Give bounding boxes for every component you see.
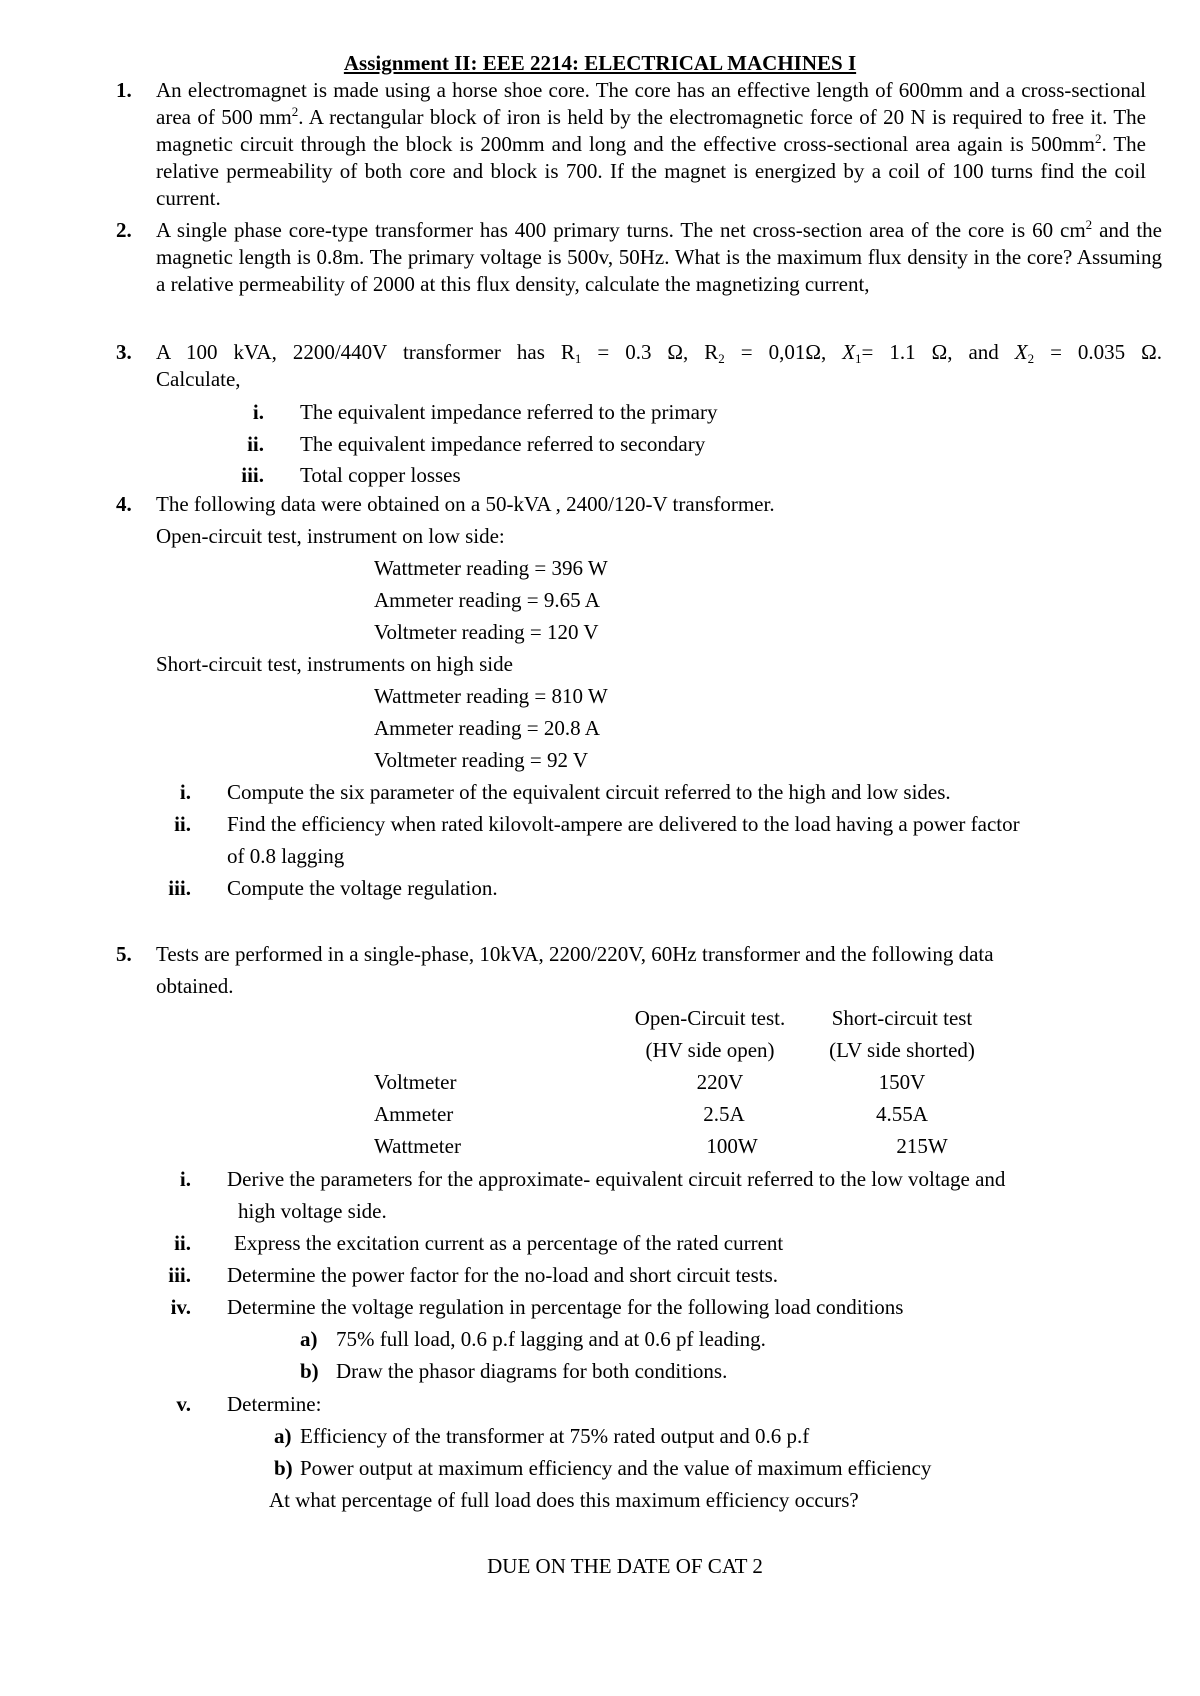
q5-item-3-text: Determine the power factor for the no-load and short circuit tests.	[227, 1263, 779, 1287]
q5-item-5-number: v.	[176, 1392, 191, 1416]
question-4-intro: The following data were obtained on a 50-kVA , 2400/120-V transformer.	[156, 492, 775, 516]
q5-item-4b-text: Draw the phasor diagrams for both conditions.	[336, 1359, 728, 1383]
q1-part-2: . A rectangular block of iron is held by the electromagnetic force of 20 N is required to free it. The magnetic circuit through the block is 200mm and long and the effective cross-sectional area again is 500mm	[156, 105, 1146, 156]
q4-oc-ammeter: Ammeter reading = 9.65 A	[374, 588, 600, 612]
q3-item-3-number: iii.	[241, 463, 264, 487]
q5-item-1-number: i.	[179, 1167, 191, 1191]
question-1-text	[156, 77, 1146, 212]
q5-item-4-number: iv.	[170, 1295, 191, 1319]
q4-sc-voltmeter: Voltmeter reading = 92 V	[374, 748, 589, 772]
question-3-calculate: Calculate,	[156, 367, 241, 391]
q3-sub-x2: 2	[1027, 351, 1035, 366]
q4-oc-wattmeter: Wattmeter reading = 396 W	[374, 556, 608, 580]
table-header-hv-side-open: (HV side open)	[645, 1038, 775, 1062]
question-2-text	[156, 217, 1162, 298]
q5-item-2-text: Express the excitation current as a percentage of the rated current	[234, 1231, 784, 1255]
q3-x2: X	[1014, 340, 1028, 364]
q1-superscript-2: 2	[1094, 131, 1102, 146]
q3-item-2-text: The equivalent impedance referred to secondary	[300, 432, 706, 456]
q4-item-1-number: i.	[179, 780, 191, 804]
table-cell-oc-ammeter: 2.5A	[703, 1102, 745, 1126]
q4-sc-ammeter: Ammeter reading = 20.8 A	[374, 716, 600, 740]
q4-item-2-number: ii.	[174, 812, 191, 836]
q5-item-4a-text: 75% full load, 0.6 p.f lagging and at 0.6 pf leading.	[336, 1327, 766, 1351]
table-cell-sc-voltmeter: 150V	[878, 1070, 926, 1094]
question-5-intro-cont: obtained.	[156, 974, 234, 998]
q4-item-2-text: Find the efficiency when rated kilovolt-ampere are delivered to the load having a power factor	[227, 812, 1020, 836]
q5-item-5c-text: At what percentage of full load does this maximum efficiency occurs?	[269, 1488, 859, 1512]
q3-item-2-number: ii.	[247, 432, 264, 456]
table-row-label-voltmeter: Voltmeter	[374, 1070, 457, 1094]
q3-text-b: = 0.3 Ω, R	[581, 340, 719, 364]
q3-x1: X	[842, 340, 856, 364]
table-header-short-circuit: Short-circuit test	[831, 1006, 973, 1030]
q2-part-2: and the magnetic length is 0.8m. The primary voltage is 500v, 50Hz. What is the maximum flux density in the core? Assuming a relative permeability of 2000 at this flux density, calculate the magnetizing current,	[156, 218, 1162, 296]
q3-text-a: A 100 kVA, 2200/440V transformer has R	[156, 340, 575, 364]
table-cell-oc-wattmeter: 100W	[706, 1134, 758, 1158]
q5-item-5b-text: Power output at maximum efficiency and the value of maximum efficiency	[300, 1456, 932, 1480]
q5-item-4-text: Determine the voltage regulation in percentage for the following load conditions	[227, 1295, 904, 1319]
q4-item-3-text: Compute the voltage regulation.	[227, 876, 498, 900]
q1-superscript-1: 2	[291, 104, 299, 119]
q5-item-5-text: Determine:	[227, 1392, 322, 1416]
q4-item-1-text: Compute the six parameter of the equivalent circuit referred to the high and low sides.	[227, 780, 951, 804]
question-4-number: 4.	[116, 492, 132, 516]
q3-item-1-number: i.	[252, 400, 264, 424]
q5-item-2-number: ii.	[174, 1231, 191, 1255]
q2-superscript-1: 2	[1085, 217, 1093, 232]
q3-item-1-text: The equivalent impedance referred to the primary	[300, 400, 718, 424]
q5-item-3-number: iii.	[168, 1263, 191, 1287]
table-row-label-ammeter: Ammeter	[374, 1102, 454, 1126]
q5-item-4a-label: a)	[300, 1327, 318, 1351]
q4-short-circuit-heading: Short-circuit test, instruments on high side	[156, 652, 513, 676]
q3-text-d: = 1.1 Ω, and	[861, 340, 1015, 364]
q4-open-circuit-heading: Open-circuit test, instrument on low side:	[156, 524, 505, 548]
q5-item-5a-text: Efficiency of the transformer at 75% rated output and 0.6 p.f	[300, 1424, 810, 1448]
q3-sub-r1: 1	[574, 351, 582, 366]
table-cell-sc-ammeter: 4.55A	[876, 1102, 928, 1126]
question-3-text	[156, 339, 1162, 366]
question-1-number: 1.	[116, 78, 132, 102]
q4-sc-wattmeter: Wattmeter reading = 810 W	[374, 684, 608, 708]
q1-part-1: An electromagnet is made using a horse shoe core. The core has an effective length of 600mm and a cross-sectional area of 500 mm	[156, 78, 1146, 129]
q1-part-3: . The relative permeability of both core and block is 700. If the magnet is energized by a coil of 100 turns find the coil current.	[156, 132, 1146, 210]
question-5-number: 5.	[116, 942, 132, 966]
q5-item-5a-label: a)	[274, 1424, 292, 1448]
q3-item-3-text: Total copper losses	[300, 463, 461, 487]
q5-item-4b-label: b)	[300, 1359, 319, 1383]
q5-item-5b-label: b)	[274, 1456, 293, 1480]
q5-item-1-text-cont: high voltage side.	[238, 1199, 387, 1223]
table-header-open-circuit: Open-Circuit test.	[634, 1006, 786, 1030]
q3-text-e: = 0.035 Ω.	[1034, 340, 1162, 364]
table-cell-sc-wattmeter: 215W	[896, 1134, 948, 1158]
q3-sub-x1: 1	[855, 351, 862, 366]
q4-item-2-text-cont: of 0.8 lagging	[227, 844, 345, 868]
question-5-intro: Tests are performed in a single-phase, 10kVA, 2200/220V, 60Hz transformer and the following data	[156, 942, 994, 966]
q3-text-c: = 0,01Ω,	[724, 340, 843, 364]
q5-item-1-text: Derive the parameters for the approximate- equivalent circuit referred to the low voltage and	[227, 1167, 1006, 1191]
table-row-label-wattmeter: Wattmeter	[374, 1134, 461, 1158]
q4-item-3-number: iii.	[168, 876, 191, 900]
question-2-number: 2.	[116, 218, 132, 242]
page-title: Assignment II: EEE 2214: ELECTRICAL MACHINES I	[343, 51, 857, 75]
question-3-number: 3.	[116, 340, 132, 364]
table-cell-oc-voltmeter: 220V	[696, 1070, 744, 1094]
due-date-footer: DUE ON THE DATE OF CAT 2	[487, 1554, 763, 1578]
q4-oc-voltmeter: Voltmeter reading = 120 V	[374, 620, 599, 644]
table-header-lv-side-shorted: (LV side shorted)	[829, 1038, 975, 1062]
q2-part-1: A single phase core-type transformer has 400 primary turns. The net cross-section area of the core is 60 cm	[156, 218, 1086, 242]
q3-sub-r2: 2	[718, 351, 725, 366]
